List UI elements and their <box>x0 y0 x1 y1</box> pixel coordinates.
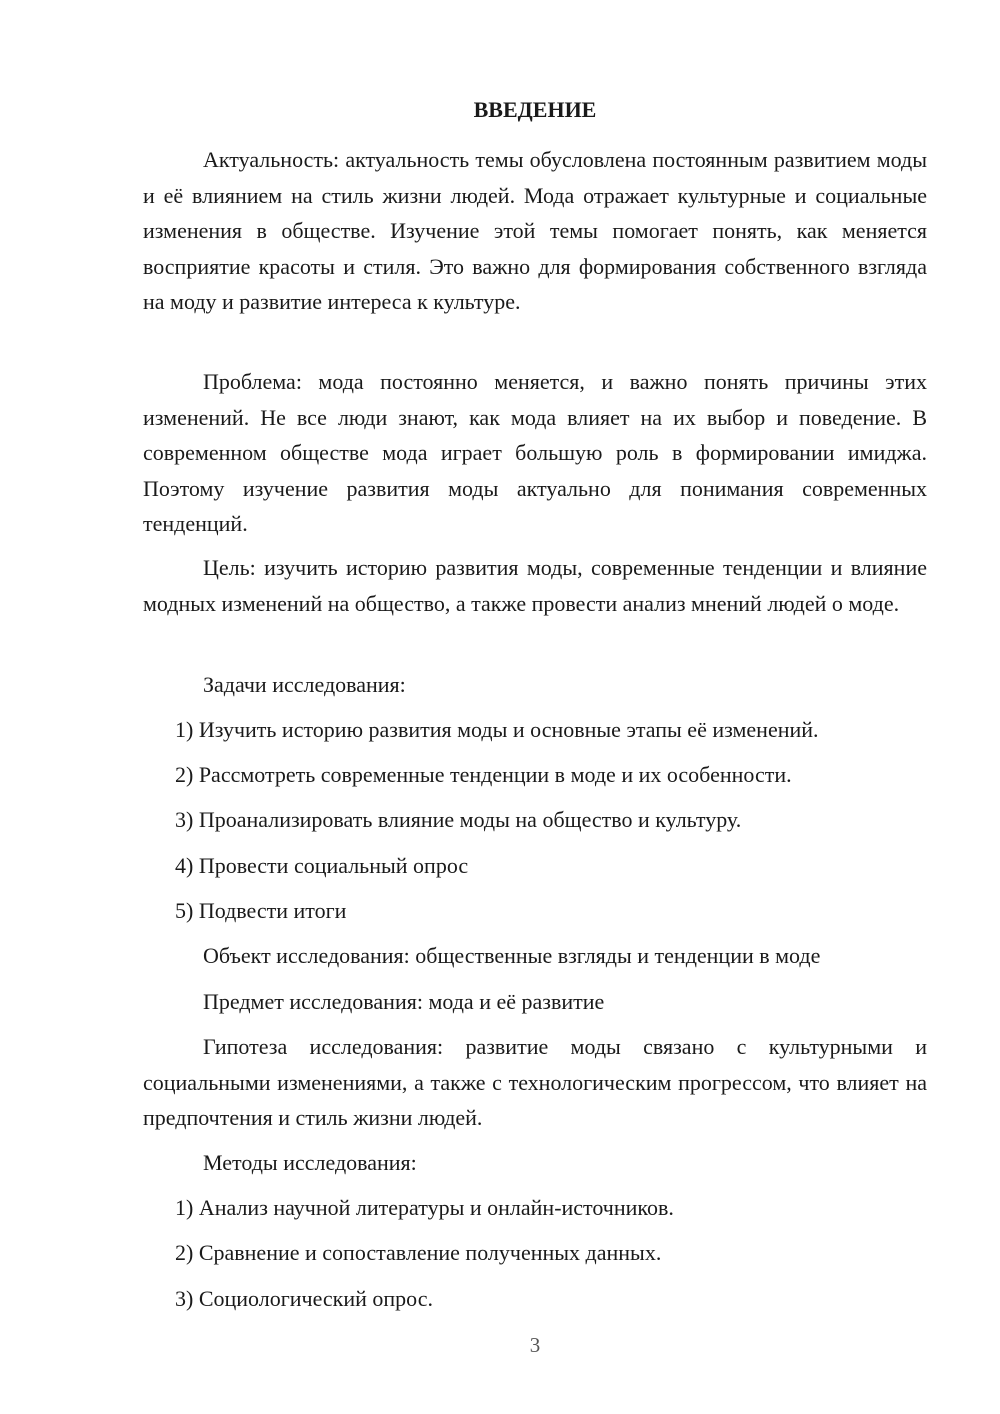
task-item: 5) Подвести итоги <box>175 898 347 923</box>
goal-paragraph: Цель: изучить историю развития моды, современные тенденции и влияние модных изменений на общество, а также провести анализ мнений людей о моде. <box>143 555 927 616</box>
relevance-paragraph: Актуальность: актуальность темы обусловлена постоянным развитием моды и её влиянием на стиль жизни людей. Мода отражает культурные и социальные изменения в обществе. Изучение этой темы помогает понять, как меняется восприятие красоты и стиля. Это важно для формирования собственного взгляда на моду и развитие интереса к культуре. <box>143 147 927 314</box>
section-title: ВВЕДЕНИЕ <box>473 97 597 122</box>
research-object: Объект исследования: общественные взгляды и тенденции в моде <box>203 943 821 968</box>
method-item: 1) Анализ научной литературы и онлайн-источников. <box>175 1195 674 1220</box>
hypothesis-paragraph: Гипотеза исследования: развитие моды связано с культурными и социальными изменениями, а также с технологическим прогрессом, что влияет на предпочтения и стиль жизни людей. <box>143 1034 927 1130</box>
task-item: 3) Проанализировать влияние моды на общество и культуру. <box>175 807 742 832</box>
method-item: 3) Социологический опрос. <box>175 1286 433 1311</box>
research-subject: Предмет исследования: мода и её развитие <box>203 989 605 1014</box>
task-item: 4) Провести социальный опрос <box>175 853 469 878</box>
tasks-heading: Задачи исследования: <box>203 672 406 697</box>
task-item: 1) Изучить историю развития моды и основные этапы её изменений. <box>175 717 819 742</box>
problem-paragraph: Проблема: мода постоянно меняется, и важно понять причины этих изменений. Не все люди знают, как мода влияет на их выбор и поведение. В современном обществе мода играет большую роль в формировании имиджа. Поэтому изучение развития моды актуально для понимания современных тенденций. <box>143 369 927 536</box>
method-item: 2) Сравнение и сопоставление полученных данных. <box>175 1240 662 1265</box>
methods-heading: Методы исследования: <box>203 1150 417 1175</box>
task-item: 2) Рассмотреть современные тенденции в моде и их особенности. <box>175 762 792 787</box>
page-number: 3 <box>529 1333 541 1357</box>
